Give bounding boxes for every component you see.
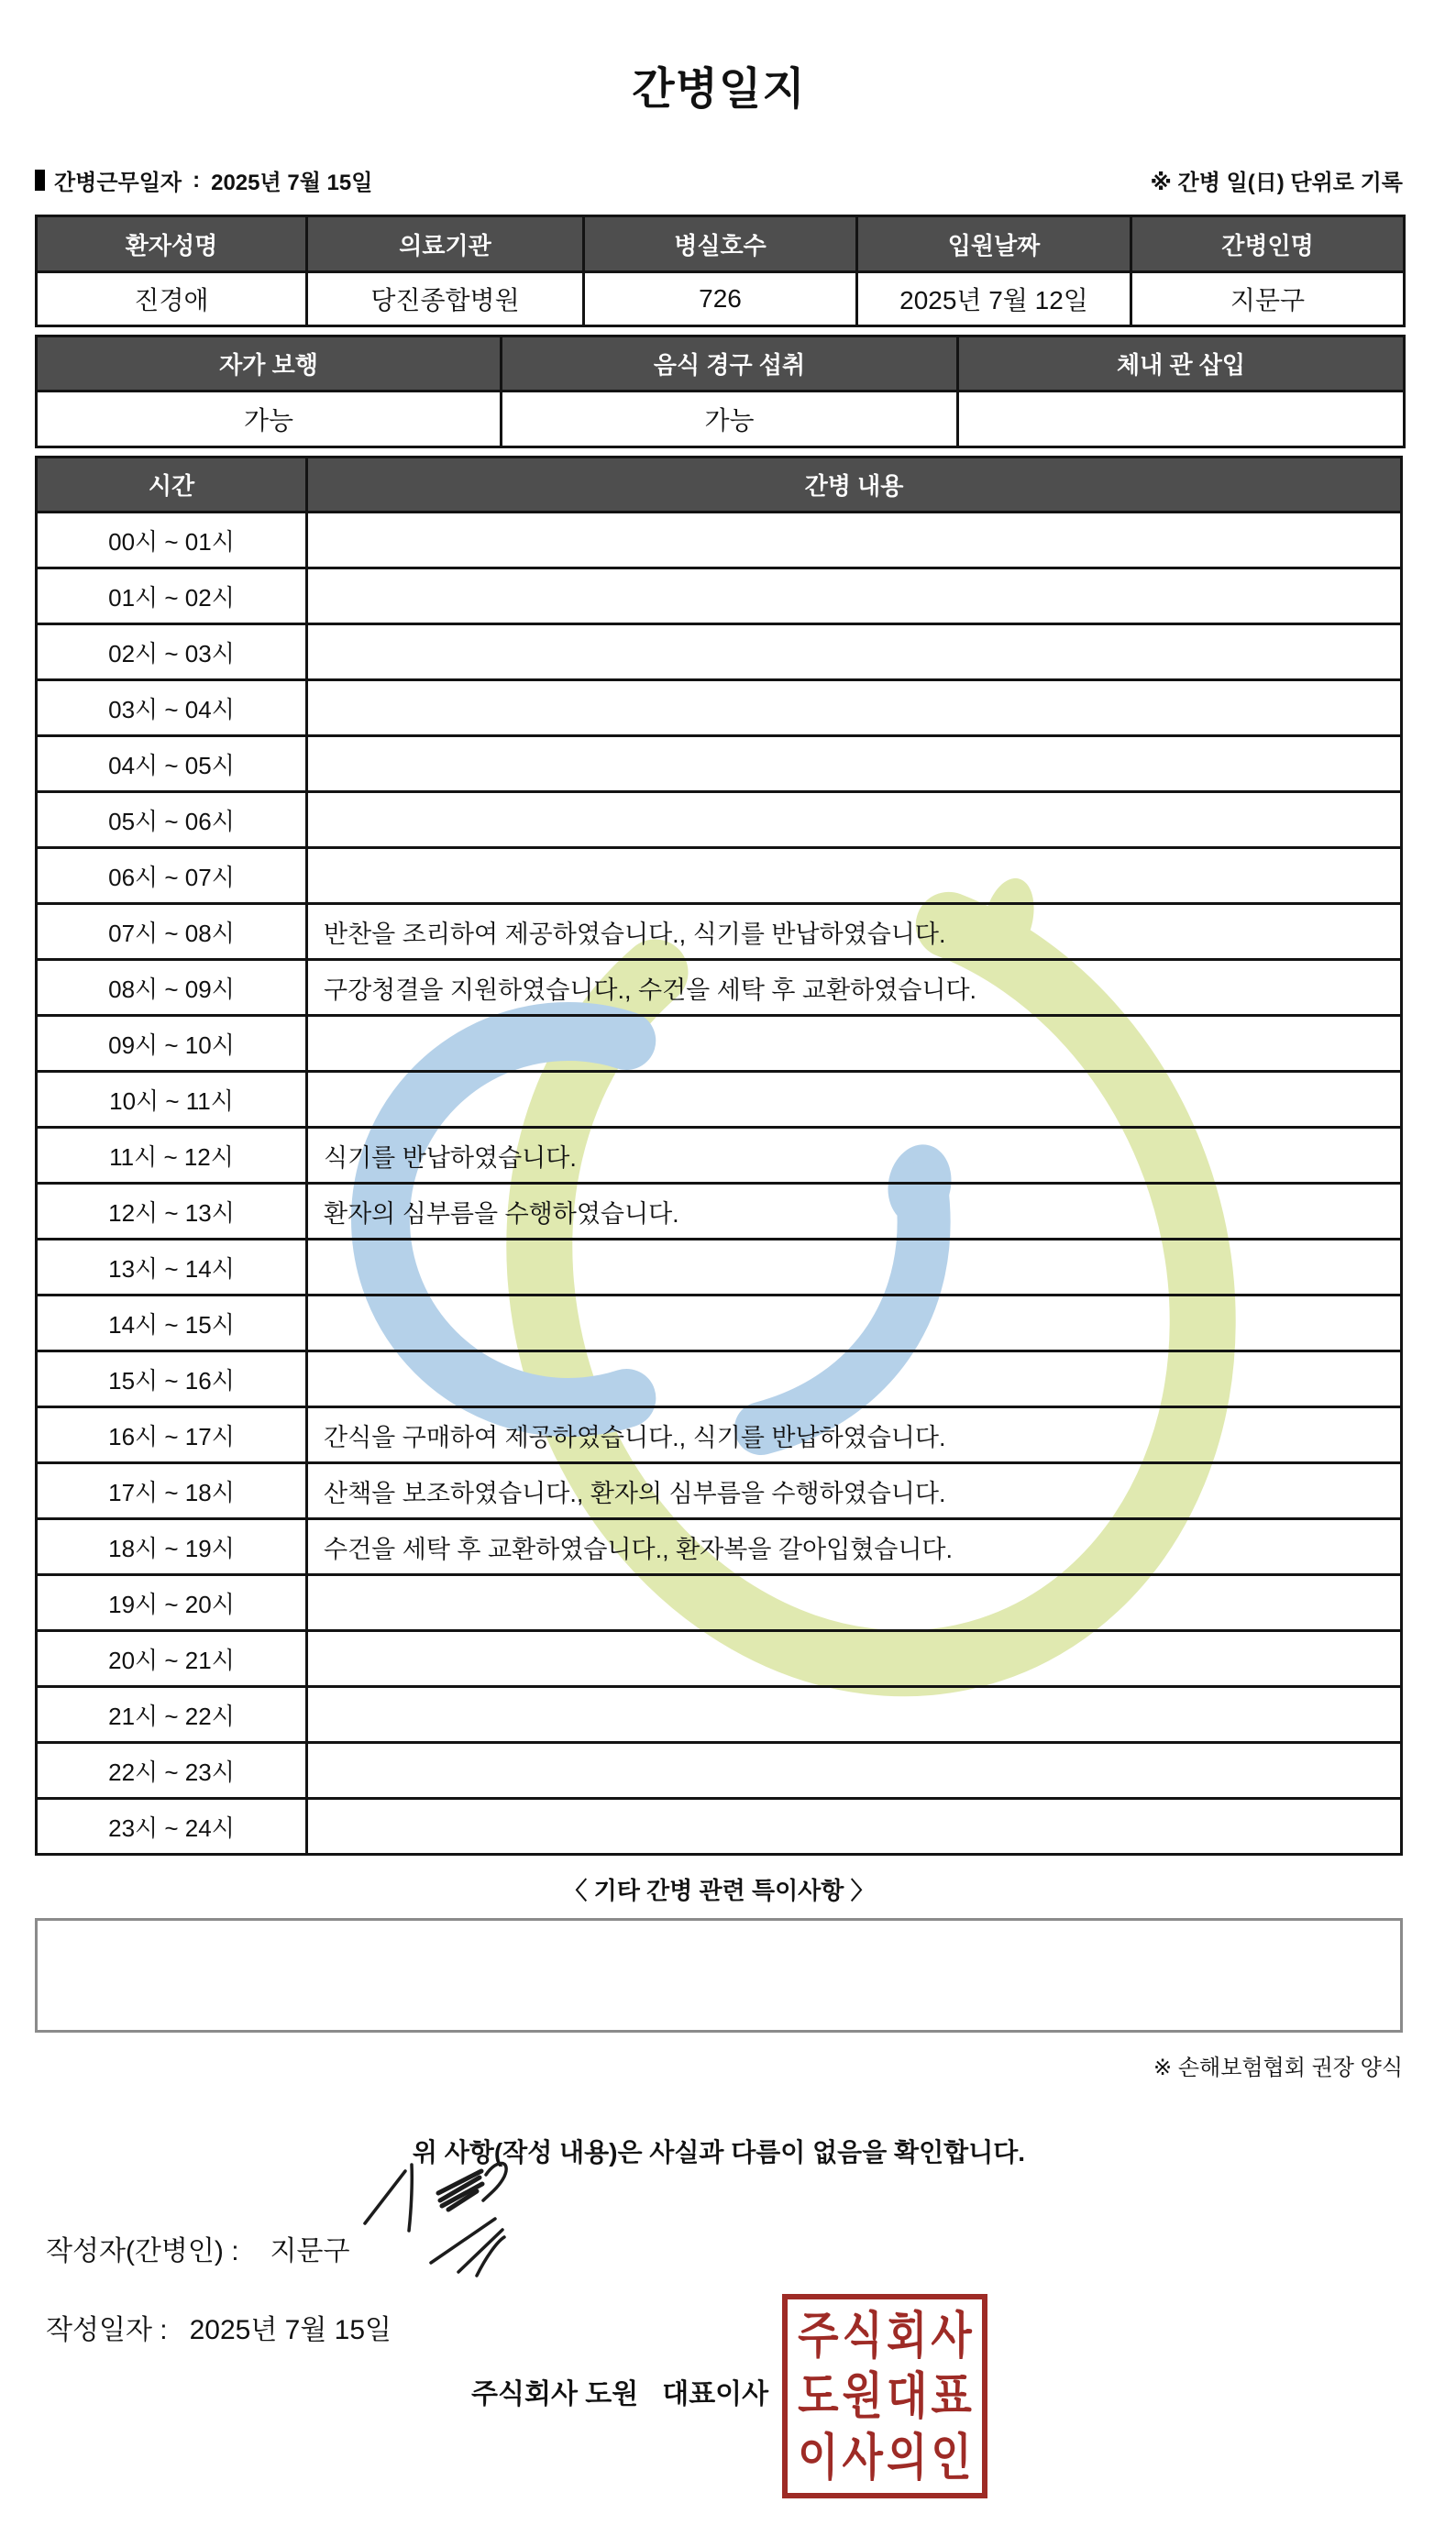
time-cell: 16시 ~ 17시 — [37, 1407, 307, 1463]
status-value-cell — [958, 391, 1405, 447]
table-row — [37, 513, 1402, 568]
company-name: 주식회사 도원 — [471, 2379, 639, 2409]
status-table-body — [37, 391, 1405, 447]
status-value-row — [37, 391, 1405, 447]
time-cell: 07시 ~ 08시 — [37, 904, 307, 960]
time-cell: 03시 ~ 04시 — [37, 680, 307, 736]
patient-header-cell: 간병인명 — [1131, 216, 1405, 272]
status-header-cell: 음식 경구 섭취 — [502, 336, 958, 391]
care-content-cell — [307, 1296, 1402, 1351]
stamp-row: 도원대표 — [798, 2367, 976, 2425]
corporate-seal-stamp — [782, 2294, 987, 2498]
time-cell: 21시 ~ 22시 — [37, 1687, 307, 1743]
table-row — [37, 1743, 1402, 1799]
time-cell: 17시 ~ 18시 — [37, 1463, 307, 1519]
care-content-cell — [307, 1799, 1402, 1855]
time-header-cell: 시간 — [37, 458, 307, 513]
table-row — [37, 680, 1402, 736]
table-row — [37, 736, 1402, 792]
status-value-cell: 가능 — [37, 391, 502, 447]
time-cell: 14시 ~ 15시 — [37, 1296, 307, 1351]
care-content-cell — [307, 1687, 1402, 1743]
care-content-cell: 반찬을 조리하여 제공하였습니다., 식기를 반납하였습니다. — [307, 904, 1402, 960]
care-content-cell — [307, 1072, 1402, 1128]
care-content-cell — [307, 568, 1402, 624]
care-content-cell — [307, 1240, 1402, 1296]
table-row — [37, 904, 1402, 960]
patient-value-row — [37, 272, 1405, 326]
unit-note: ※ 간병 일(日) 단위로 기록 — [1150, 171, 1403, 195]
care-content-cell — [307, 1743, 1402, 1799]
table-row — [37, 1463, 1402, 1519]
time-cell: 13시 ~ 14시 — [37, 1240, 307, 1296]
written-date-label: 작성일자 : — [46, 2315, 168, 2345]
written-date-line — [46, 2307, 1403, 2347]
representative-title: 대표이사 — [662, 2379, 769, 2409]
care-header-row — [37, 458, 1402, 513]
table-row — [37, 1240, 1402, 1296]
time-cell: 20시 ~ 21시 — [37, 1631, 307, 1687]
patient-value-cell: 지문구 — [1131, 272, 1405, 326]
care-content-cell — [307, 1351, 1402, 1407]
writer-line — [46, 2228, 1403, 2268]
time-cell: 22시 ~ 23시 — [37, 1743, 307, 1799]
table-row — [37, 1407, 1402, 1463]
care-content-cell — [307, 513, 1402, 568]
care-table-head — [37, 458, 1402, 513]
care-content-cell: 간식을 구매하여 제공하였습니다., 식기를 반납하였습니다. — [307, 1407, 1402, 1463]
status-header-cell: 자가 보행 — [37, 336, 502, 391]
care-content-cell — [307, 792, 1402, 848]
care-content-cell: 식기를 반납하였습니다. — [307, 1128, 1402, 1184]
care-content-cell — [307, 1631, 1402, 1687]
time-cell: 11시 ~ 12시 — [37, 1128, 307, 1184]
care-content-cell — [307, 848, 1402, 904]
duty-date-line — [35, 164, 372, 196]
page-title: 간병일지 — [632, 65, 806, 114]
time-cell: 06시 ~ 07시 — [37, 848, 307, 904]
time-cell: 23시 ~ 24시 — [37, 1799, 307, 1855]
table-row — [37, 960, 1402, 1016]
table-row — [37, 1631, 1402, 1687]
time-cell: 09시 ~ 10시 — [37, 1016, 307, 1072]
time-cell: 01시 ~ 02시 — [37, 568, 307, 624]
status-value-cell: 가능 — [502, 391, 958, 447]
patient-value-cell: 진경애 — [37, 272, 307, 326]
table-row — [37, 624, 1402, 680]
status-header-cell: 체내 관 삽입 — [958, 336, 1405, 391]
time-cell: 00시 ~ 01시 — [37, 513, 307, 568]
table-row — [37, 1296, 1402, 1351]
care-content-cell — [307, 1575, 1402, 1631]
care-content-cell: 환자의 심부름을 수행하였습니다. — [307, 1184, 1402, 1240]
patient-header-cell: 병실호수 — [584, 216, 857, 272]
stamp-row: 이사의인 — [798, 2429, 976, 2486]
writer-name: 지문구 — [270, 2236, 350, 2266]
patient-table-head — [37, 216, 1405, 272]
written-date-value: 2025년 7월 15일 — [189, 2315, 392, 2345]
notes-heading: 〈 기타 간병 관련 특이사항 〉 — [563, 1877, 875, 1904]
notes-box — [35, 1918, 1403, 2033]
time-cell: 04시 ~ 05시 — [37, 736, 307, 792]
table-row — [37, 1128, 1402, 1184]
table-row — [37, 1799, 1402, 1855]
patient-value-cell: 726 — [584, 272, 857, 326]
writer-label: 작성자(간병인) : — [46, 2236, 239, 2266]
care-content-cell — [307, 624, 1402, 680]
care-content-cell — [307, 1016, 1402, 1072]
table-row — [37, 1016, 1402, 1072]
patient-header-cell: 환자성명 — [37, 216, 307, 272]
duty-date-label: 간병근무일자 — [54, 171, 182, 195]
time-cell: 19시 ~ 20시 — [37, 1575, 307, 1631]
care-log-table — [35, 456, 1403, 1856]
time-cell: 12시 ~ 13시 — [37, 1184, 307, 1240]
square-bullet-icon — [35, 170, 45, 191]
patient-value-cell: 당진종합병원 — [307, 272, 584, 326]
table-row — [37, 1184, 1402, 1240]
duty-date-colon: : — [193, 167, 201, 193]
care-content-cell — [307, 680, 1402, 736]
confirmation-statement: 위 사항(작성 내용)은 사실과 다름이 없음을 확인합니다. — [412, 2138, 1026, 2167]
care-content-cell — [307, 736, 1402, 792]
stamp-row: 주식회사 — [798, 2307, 976, 2364]
time-cell: 08시 ~ 09시 — [37, 960, 307, 1016]
patient-status-table — [35, 335, 1406, 448]
care-content-cell: 산책을 보조하였습니다., 환자의 심부름을 수행하였습니다. — [307, 1463, 1402, 1519]
table-row — [37, 568, 1402, 624]
care-content-cell: 구강청결을 지원하였습니다., 수건을 세탁 후 교환하였습니다. — [307, 960, 1402, 1016]
care-content-cell: 수건을 세탁 후 교환하였습니다., 환자복을 갈아입혔습니다. — [307, 1519, 1402, 1575]
time-cell: 05시 ~ 06시 — [37, 792, 307, 848]
form-note: ※ 손해보험협회 권장 양식 — [1153, 2056, 1403, 2080]
table-row — [37, 1575, 1402, 1631]
table-row — [37, 848, 1402, 904]
table-row — [37, 1351, 1402, 1407]
handwritten-signature — [358, 2150, 532, 2288]
time-cell: 02시 ~ 03시 — [37, 624, 307, 680]
time-cell: 18시 ~ 19시 — [37, 1519, 307, 1575]
time-cell: 10시 ~ 11시 — [37, 1072, 307, 1128]
care-content-header-cell: 간병 내용 — [307, 458, 1402, 513]
document-body — [35, 53, 1403, 2347]
table-row — [37, 1072, 1402, 1128]
status-table-head — [37, 336, 1405, 391]
patient-header-cell: 의료기관 — [307, 216, 584, 272]
patient-table-body — [37, 272, 1405, 326]
patient-value-cell: 2025년 7월 12일 — [857, 272, 1131, 326]
patient-header-cell: 입원날짜 — [857, 216, 1131, 272]
patient-header-row — [37, 216, 1405, 272]
table-row — [37, 1687, 1402, 1743]
time-cell: 15시 ~ 16시 — [37, 1351, 307, 1407]
care-table-body — [37, 513, 1402, 1855]
info-line — [35, 164, 1403, 196]
company-line — [471, 2371, 768, 2411]
table-row — [37, 792, 1402, 848]
table-row — [37, 1519, 1402, 1575]
duty-date-value: 2025년 7월 15일 — [211, 171, 373, 195]
status-header-row — [37, 336, 1405, 391]
patient-info-table — [35, 215, 1406, 327]
